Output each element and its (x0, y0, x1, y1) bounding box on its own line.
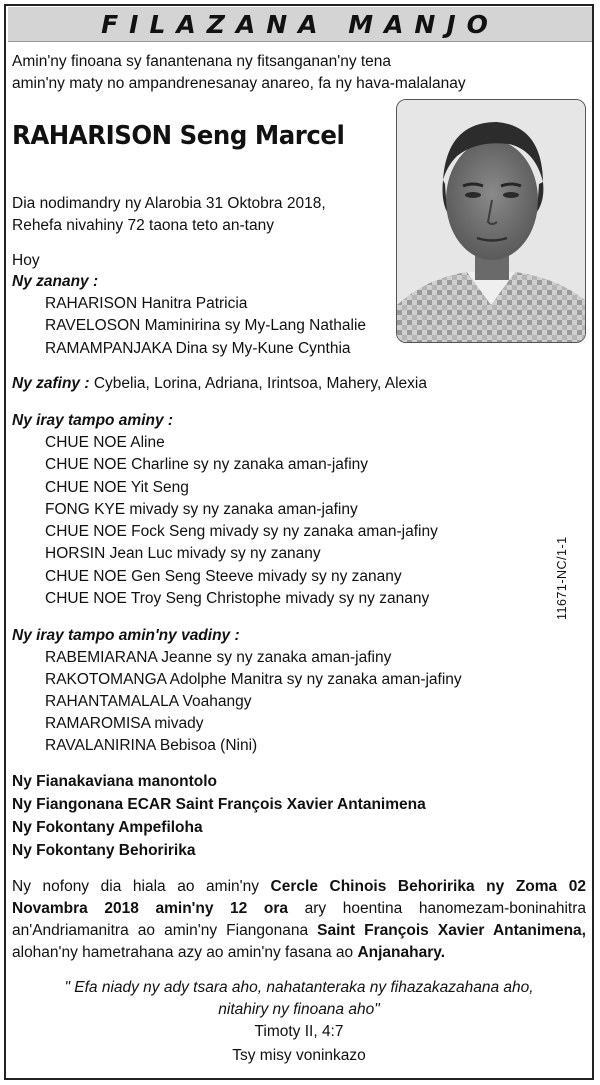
spouse-siblings-heading: Ny iray tampo amin'ny vadiny : (12, 627, 240, 644)
grandchildren-line (12, 373, 427, 395)
funeral-text-3: alohan'ny hametrahana azy ao amin'ny fasana ao (12, 944, 358, 961)
spouse-sibling-4: RAMAROMISA mivady (45, 715, 204, 732)
community-3: Ny Fokontany Ampefiloha (12, 819, 203, 836)
spouse-sibling-2: RAKOTOMANGA Adolphe Manitra sy ny zanaka aman-jafiny (45, 671, 462, 688)
sibling-1: CHUE NOE Aline (45, 434, 165, 451)
hoy-label: Hoy (12, 252, 40, 269)
sibling-4: FONG KYE mivady sy ny zanaka aman-jafiny (45, 501, 358, 518)
spouse-sibling-3: RAHANTAMALALA Voahangy (45, 693, 252, 710)
notice-banner (8, 7, 592, 42)
spouse-sibling-1: RABEMIARANA Jeanne sy ny zanaka aman-jafiny (45, 649, 392, 666)
sibling-8: CHUE NOE Troy Seng Christophe mivady sy ny zanany (45, 590, 430, 607)
community-1: Ny Fianakaviana manontolo (12, 773, 217, 790)
sibling-6: HORSIN Jean Luc mivady sy ny zanany (45, 545, 321, 562)
community-4: Ny Fokontany Behoririka (12, 842, 196, 859)
grandchildren-names: Cybelia, Lorina, Adriana, Irintsoa, Mahery, Alexia (89, 375, 427, 392)
funeral-venue: Cercle Chinois Behoririka ny Zoma 02 Novambra 2018 amin'ny 12 ora (12, 878, 586, 917)
children-heading: Ny zanany : (12, 273, 99, 290)
child-2: RAVELOSON Maminirina sy My-Lang Nathalie (45, 317, 367, 334)
funeral-text-2: ary hoentina hanomezam-boninahitra an'Andriamanitra ao amin'ny Fiangonana (12, 900, 587, 939)
community-2: Ny Fiangonana ECAR Saint François Xavier Antanimena (12, 796, 426, 813)
funeral-paragraph (12, 876, 586, 964)
child-1: RAHARISON Hanitra Patricia (45, 295, 248, 312)
reference-code: 11671-NC/1-1 (555, 536, 569, 620)
quote-citation: Timoty II, 4:7 (254, 1023, 344, 1040)
intro-line-2: amin'ny maty no ampandrenesanay anareo, fa ny hava-malalanay (12, 75, 466, 92)
funeral-burial-place: Anjanahary. (357, 944, 446, 961)
portrait-illustration (397, 100, 585, 342)
funeral-church: Saint François Xavier Antanimena, (317, 922, 586, 939)
death-date-line: Dia nodimandry ny Alarobia 31 Oktobra 2018, (12, 195, 326, 212)
siblings-heading: Ny iray tampo aminy : (12, 412, 174, 429)
child-3: RAMAMPANJAKA Dina sy My-Kune Cynthia (45, 340, 351, 357)
intro-line-1: Amin'ny finoana sy fanantenana ny fitsanganan'ny tena (12, 53, 392, 70)
sibling-3: CHUE NOE Yit Seng (45, 479, 189, 496)
quote-line-2: nitahiry ny finoana aho" (218, 1001, 380, 1018)
closing-note: Tsy misy voninkazo (232, 1047, 366, 1064)
quote-line-1: " Efa niady ny ady tsara aho, nahatanteraka ny fihazakazahana aho, (64, 979, 534, 996)
spouse-sibling-5: RAVALANIRINA Bebisoa (Nini) (45, 737, 258, 754)
notice-title: FILAZANA MANJO (101, 9, 499, 39)
sibling-7: CHUE NOE Gen Seng Steeve mivady sy ny zanany (45, 568, 402, 585)
sibling-5: CHUE NOE Fock Seng mivady sy ny zanaka aman-jafiny (45, 523, 438, 540)
sibling-2: CHUE NOE Charline sy ny zanaka aman-jafiny (45, 456, 369, 473)
deceased-portrait (396, 99, 586, 343)
age-line: Rehefa nivahiny 72 taona teto an-tany (12, 217, 274, 234)
deceased-name: RAHARISON Seng Marcel (12, 121, 345, 151)
funeral-text-1: Ny nofony dia hiala ao amin'ny (12, 878, 271, 895)
grandchildren-heading: Ny zafiny : (12, 375, 90, 392)
